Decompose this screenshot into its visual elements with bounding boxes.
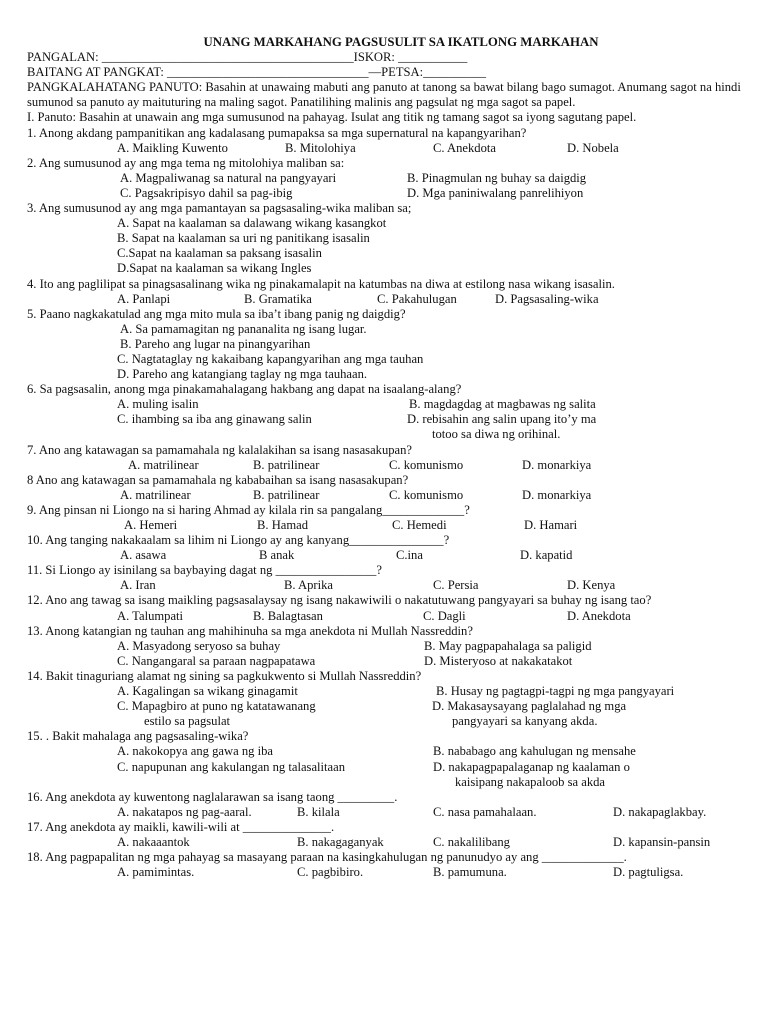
choices-9	[27, 518, 749, 533]
choice-16c: C. nasa pamahalaan.	[433, 804, 537, 819]
choice-13d: D. Misteryoso at nakakatakot	[424, 653, 573, 668]
choice-11a: A. Iran	[120, 578, 156, 593]
choices-13-row1	[27, 639, 749, 654]
question-10: 10. Ang tanging nakakaalam sa lihim ni Liongo ay ang kanyang_______________?	[27, 533, 450, 548]
grade-date-line: BAITANG AT PANGKAT: ________________________________—PETSA:__________	[27, 65, 487, 80]
choices-16	[27, 805, 749, 820]
question-14: 14. Bakit tinaguriang alamat ng sining sa pagkukwento si Mullah Nassreddin?	[27, 668, 422, 683]
choice-2c: C. Pagsakripisyo dahil sa pag-ibig	[120, 185, 293, 200]
choice-4b: B. Gramatika	[244, 291, 312, 306]
choice-13b: B. May pagpapahalaga sa paligid	[424, 638, 592, 653]
choice-18c: C. pagbibiro.	[297, 865, 364, 880]
choice-8a: A. matrilinear	[120, 487, 191, 502]
choice-17a: A. nakaaantok	[117, 834, 190, 849]
choice-row-3c	[27, 246, 749, 261]
choice-4c: C. Pakahulugan	[377, 291, 457, 306]
choice-17c: C. nakalilibang	[433, 834, 510, 849]
part1-instruction: I. Panuto: Basahin at unawain ang mga sumusunod na pahayag. Isulat ang titik ng tamang sagot sa iyong sagutang papel.	[27, 110, 637, 125]
choice-10c: C.ina	[396, 548, 423, 563]
choice-4d: D. Pagsasaling-wika	[495, 291, 599, 306]
choice-15a: A. nakokopya ang gawa ng iba	[117, 744, 273, 759]
choice-row-5b	[27, 337, 749, 352]
choices-6-row1	[27, 397, 749, 412]
choice-6d: D. rebisahin ang salin upang ito’y ma	[407, 412, 597, 427]
choice-14b: B. Husay ng pagtagpi-tagpi ng mga pangyayari	[436, 684, 675, 699]
choice-15b: B. nababago ang kahulugan ng mensahe	[433, 744, 636, 759]
choices-13-row2	[27, 654, 749, 669]
choice-15d: D. nakapagpapalaganap ng kaalaman o	[433, 759, 630, 774]
question-12: 12. Ano ang tawag sa isang maikling pagsasalaysay ng isang nakawiwili o nakatutuwang pangyayari sa buhay ng isang tao?	[27, 593, 652, 608]
question-11: 11. Si Liongo ay isinilang sa baybaying dagat ng ________________?	[27, 563, 382, 578]
choice-8b: B. patrilinear	[253, 487, 320, 502]
choice-row-5d	[27, 367, 749, 382]
choice-7b: B. patrilinear	[253, 457, 320, 472]
choices-18	[27, 865, 749, 880]
choice-14d-cont: pangyayari sa kanyang akda.	[452, 714, 598, 729]
choice-6d-cont: totoo sa diwa ng orihinal.	[432, 427, 561, 442]
question-6: 6. Sa pagsasalin, anong mga pinakamahalagang hakbang ang dapat na isaalang-alang?	[27, 382, 462, 397]
choices-14-row3	[27, 714, 749, 729]
choice-row-3a	[27, 216, 749, 231]
choice-6b: B. magdagdag at magbawas ng salita	[409, 397, 596, 412]
choice-1b: B. Mitolohiya	[285, 140, 356, 155]
choice-7c: C. komunismo	[389, 457, 464, 472]
choices-2-row1	[27, 171, 749, 186]
choices-15-row2	[27, 760, 749, 775]
choice-row-3d	[27, 261, 749, 276]
choice-12a: A. Talumpati	[117, 608, 184, 623]
choices-1	[27, 141, 749, 156]
choice-8c: C. komunismo	[389, 487, 464, 502]
choice-14a: A. Kagalingan sa wikang ginagamit	[117, 684, 298, 699]
choices-15-row1	[27, 744, 749, 759]
choice-3c: C.Sapat na kaalaman sa paksang isasalin	[117, 246, 322, 261]
choice-9a: A. Hemeri	[124, 518, 178, 532]
choice-5c: C. Nagtataglay ng kakaibang kapangyarihan ang mga tauhan	[117, 351, 424, 366]
choice-17d: D. kapansin-pansin	[613, 834, 711, 849]
general-instruction: PANGKALAHATANG PANUTO: Basahin at unawaing mabuti ang panuto at tanong sa bawat bilang bago sumagot. Anumang sagot na hindi sumunod sa panuto ay maituturing na maling sagot. Panatilihing malinis ang pagsulat ng mga sagot sa papel.	[27, 80, 741, 110]
choice-14d: D. Makasaysayang paglalahad ng mga	[432, 699, 627, 714]
choice-5b: B. Pareho ang lugar na pinangyarihan	[120, 336, 311, 351]
choice-9c: C. Hemedi	[392, 518, 447, 532]
choice-2b: B. Pinagmulan ng buhay sa daigdig	[407, 170, 587, 185]
exam-title: UNANG MARKAHANG PAGSUSULIT SA IKATLONG MARKAHAN	[203, 35, 599, 49]
choice-1d: D. Nobela	[567, 140, 619, 155]
question-1: 1. Anong akdang pampanitikan ang kadalasang pumapaksa sa mga supernatural na kapangyarihan?	[27, 125, 527, 140]
choice-5d: D. Pareho ang katangiang taglay ng mga tauhaan.	[117, 367, 368, 382]
choice-row-5c	[27, 352, 749, 367]
name-score-line: PANGALAN: ________________________________________ISKOR: ___________	[27, 50, 468, 65]
choice-16d: D. nakapaglakbay.	[613, 804, 707, 819]
question-9: 9. Ang pinsan ni Liongo na si haring Ahmad ay kilala rin sa pangalang_____________?	[27, 502, 470, 517]
choice-7d: D. monarkiya	[522, 457, 592, 472]
choice-7a: A. matrilinear	[128, 457, 199, 472]
choice-16b: B. kilala	[297, 804, 340, 819]
choice-18d: D. pagtuligsa.	[613, 865, 684, 880]
choices-14-row2	[27, 699, 749, 714]
choices-10	[27, 548, 749, 563]
question-2: 2. Ang sumusunod ay ang mga tema ng mitolohiya maliban sa:	[27, 155, 345, 170]
choices-12	[27, 609, 749, 624]
choice-18b: B. pamumuna.	[433, 865, 507, 880]
choice-18a: A. pamimintas.	[117, 865, 195, 880]
question-15: 15. . Bakit mahalaga ang pagsasaling-wika?	[27, 729, 249, 744]
choice-15c: C. napupunan ang kakulangan ng talasalitaan	[117, 759, 346, 774]
choice-12c: C. Dagli	[423, 608, 466, 623]
choices-7	[27, 458, 749, 473]
choice-6a: A. muling isalin	[117, 397, 199, 412]
choice-4a: A. Panlapi	[117, 291, 171, 306]
choice-5a: A. Sa pamamagitan ng pananalita ng isang lugar.	[120, 321, 367, 336]
question-13: 13. Anong katangian ng tauhan ang mahihinuha sa mga anekdota ni Mullah Nassreddin?	[27, 623, 473, 638]
question-18: 18. Ang pagpapalitan ng mga pahayag sa masayang paraan na kasingkahulugan ng panunudyo ay ang _____________.	[27, 850, 627, 865]
choice-row-5a	[27, 322, 749, 337]
choice-10b: B anak	[259, 548, 295, 563]
choice-16a: A. nakatapos ng pag-aaral.	[117, 804, 252, 819]
choice-9d: D. Hamari	[524, 518, 578, 532]
choices-15-row3	[27, 775, 749, 790]
choice-15d-cont: kaisipang nakapaloob sa akda	[455, 774, 606, 789]
choice-2d: D. Mga paniniwalang panrelihiyon	[407, 185, 584, 200]
choice-11d: D. Kenya	[567, 578, 616, 593]
choice-8d: D. monarkiya	[522, 487, 592, 502]
exam-page	[27, 35, 749, 880]
choice-14c: C. Mapagbiro at puno ng katatawanang	[117, 699, 316, 714]
choice-9b: B. Hamad	[257, 518, 309, 532]
question-7: 7. Ano ang katawagan sa pamamahala ng kalalakihan sa isang nasasakupan?	[27, 442, 413, 457]
choice-11c: C. Persia	[433, 578, 479, 593]
choice-14c-cont: estilo sa pagsulat	[144, 714, 231, 729]
choice-10d: D. kapatid	[520, 548, 573, 563]
choice-2a: A. Magpaliwanag sa natural na pangyayari	[120, 170, 337, 185]
choice-1c: C. Anekdota	[433, 140, 496, 155]
choice-13c: C. Nangangaral sa paraan nagpapatawa	[117, 653, 316, 668]
choices-17	[27, 835, 749, 850]
question-3: 3. Ang sumusunod ay ang mga pamantayan sa pagsasaling-wika maliban sa;	[27, 201, 412, 216]
choice-10a: A. asawa	[120, 548, 167, 563]
choice-6c: C. ihambing sa iba ang ginawang salin	[117, 412, 312, 427]
choices-14-row1	[27, 684, 749, 699]
question-5: 5. Paano nagkakatulad ang mga mito mula sa iba’t ibang panig ng daigdig?	[27, 306, 406, 321]
choices-11	[27, 578, 749, 593]
choices-2-row2	[27, 186, 749, 201]
choices-8	[27, 488, 749, 503]
question-17: 17. Ang anekdota ay maikli, kawili-wili at ______________.	[27, 819, 335, 834]
choice-11b: B. Aprika	[284, 578, 333, 593]
choice-3d: D.Sapat na kaalaman sa wikang Ingles	[117, 261, 312, 276]
choice-12d: D. Anekdota	[567, 608, 631, 623]
choice-17b: B. nakagaganyak	[297, 834, 384, 849]
choice-3a: A. Sapat na kaalaman sa dalawang wikang kasangkot	[117, 216, 387, 231]
question-16: 16. Ang anekdota ay kuwentong naglalarawan sa isang taong _________.	[27, 789, 398, 804]
choice-row-3b	[27, 231, 749, 246]
choice-12b: B. Balagtasan	[253, 608, 323, 623]
choice-13a: A. Masyadong seryoso sa buhay	[117, 638, 281, 653]
choice-3b: B. Sapat na kaalaman sa uri ng panitikang isasalin	[117, 231, 370, 246]
choices-6-row2	[27, 412, 749, 427]
question-4: 4. Ito ang paglilipat sa pinagsasalinang wika ng pinakamalapit na katumbas na diwa at estilong nasa wikang isasalin.	[27, 276, 615, 291]
question-8: 8 Ano ang katawagan sa pamamahala ng kababaihan sa isang nasasakupan?	[27, 472, 409, 487]
choices-6-row3	[27, 427, 749, 442]
choices-4	[27, 292, 749, 307]
choice-1a: A. Maikling Kuwento	[117, 140, 228, 155]
